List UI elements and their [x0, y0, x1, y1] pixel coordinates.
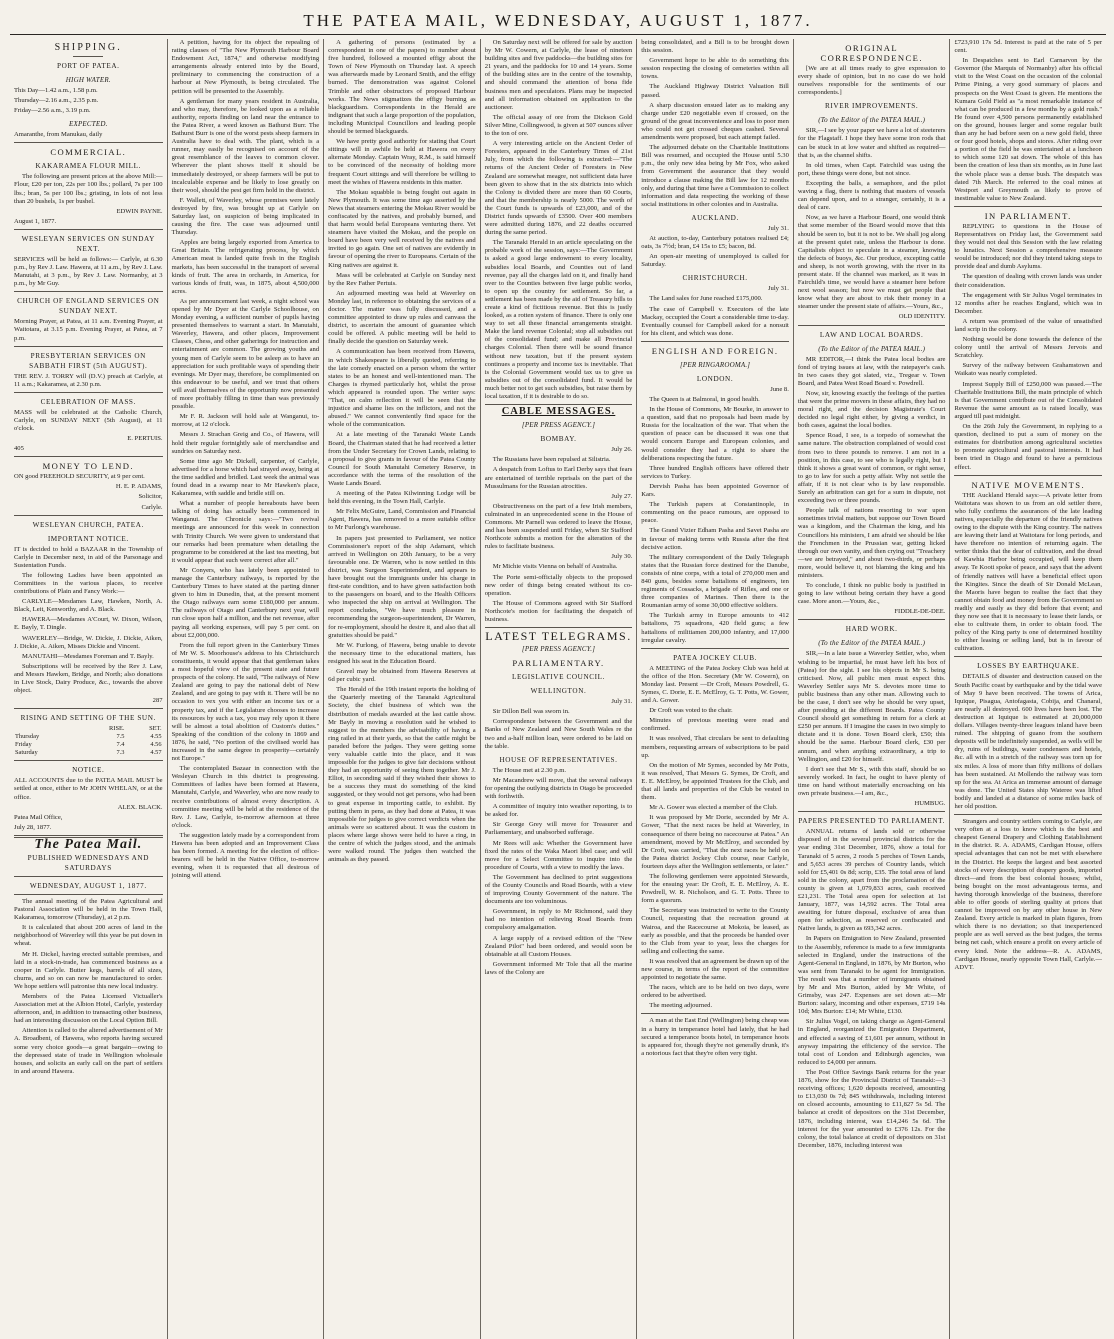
dateline-date: July 31. [767, 285, 789, 293]
paper-title: The Patea Mail. [34, 836, 143, 852]
advertisement-paragraph: Strangers and country settlers coming to Carlyle, are very often at a loss to know which is the best and cheapest General Drapery and Clothing Establishment in the district. R. A. ADAMS, Cardigan House, offers special advantages that can not be met with elsewhere in the District. He keeps the largest and best assorted stocks of every description of drapery goods, imported direct—and from the best colonial houses; whilst, being bought on the most advantageous terms, and having thorough knowledge of the business, therefore able to offer goods of sterling quality at prices that cannot be improved on by any other house in New Zealand. Every article is marked in plain figures, from which there is no deviation; so that inexperienced people are as well served as the best judges, the terms being net cash, which ensure a profit on every article of every kind. Note the address—R. A. ADAMS, Cardigan House, nearly opposite Town Hall, Carlyle.—ADVT. [954, 818, 1103, 971]
article-paragraph: Minutes of previous meeting were read and confirmed. [641, 717, 789, 733]
notice-text: HAWERA—Mesdames A'Court, W. Dixon, Wilson, E. Bayly, T. Dingle. [14, 616, 163, 632]
article-paragraph: being consolidated, and a Bill is to be brought down this session. [641, 39, 789, 55]
ringarooma-note: [PER RINGAROOMA.] [679, 360, 751, 369]
letter-signature: OLD IDENTITY. [898, 313, 946, 321]
article-paragraph: Some time ago Mr Dickell, carpenter, of Carlyle, advertised for a horse which had strayed away, being at the time saddled and bridled. Last week the animal was found dead in a swamp near to Mr Hawken's place, Kakaramea, with saddle and bridle still on. [171, 457, 320, 498]
notice-text: IT is decided to hold a BAZAAR in the Township of Carlyle in December next, in aid of the Parsonage and Sustentation Funds. [14, 545, 163, 569]
dateline-place: LONDON. [696, 374, 734, 383]
article-paragraph: The suggestion lately made by a correspondent from Hawera has been adopted and an Improvement Class has been formed. A meeting for the election of office-bearers will be held in the Native Office, to-morrow evening, when it is requested that all desirous of joining will attend. [171, 831, 320, 880]
article-paragraph: On the motion of Mr Symes, seconded by Mr Potts, it was resolved, That Messrs G. Symes, Dr Croft, and E. E. McElroy, be appointed Trustees for the Club, and that all lands and properties of the Club be vested in them. [641, 761, 789, 802]
parliamentary-heading: PARLIAMENTARY. [512, 658, 605, 669]
column-1 [10, 39, 167, 1339]
mass-heading: CELEBRATION OF MASS. [40, 397, 136, 406]
article-paragraph: The contemplated Bazaar in connection with the Wesleyan Church in this district is progressing. Committees of ladies have been formed at Hawera, Manutahi, Carlyle, and Waverley, who are now ready to receive contributions of almost every description. A committee meeting will be held at the residence of the Rev. J. Law, Carlyle, to-morrow afternoon at three o'clock. [171, 765, 320, 829]
article-paragraph: We have pretty good authority for stating that Court sittings will in awhile be held at Hawera on every alternate Monday. Captain Wray, R.M., is said himself to be convinced of the necessity of holding more frequent Court sittings and will therefore be willing to meet the wishes of Hawera residents in this matter. [328, 138, 476, 186]
masthead: THE PATEA MAIL, WEDNESDAY, AUGUST 1, 1877. [303, 11, 813, 30]
masthead-rule [10, 34, 1106, 35]
article-paragraph: The adjourned debate on the Charitable Institutions Bill was resumed, and occupied the House until 5.30 p.m., the only new idea being by Mr Fox, who asked from Government the assurance that they would introduce a clause making the Bill law for 12 months only, and during that time have a Commission to collect information and data respecting the working of these social institutions in other colonies and in Australia. [641, 144, 789, 208]
native-movements-heading: NATIVE MOVEMENTS. [971, 479, 1086, 490]
sun-table [14, 725, 163, 757]
column-2 [167, 39, 324, 1339]
article-paragraph: Messrs J. Strachan Greig and Co., of Hawera, will hold their regular fortnightly sale of merchandise and sundries on Saturday next. [171, 431, 320, 455]
article-paragraph: The Government has declined to print suggestions of the County Councils and Road Boards, with a view of improving County Government of the nature. The documents are too voluminous. [484, 873, 633, 906]
law-heading: LAW AND LOCAL BOARDS. [819, 330, 924, 339]
article-paragraph: The Porte semi-officially objects to the proposed new order of things being created without its co-operation. [484, 573, 633, 597]
article-paragraph: Imprest Supply Bill of £250,000 was passed.—The Charitable Institutions Bill, the main principle of which is that Government contribute out of the Consolidated Revenue the same amount as is raised locally, was argued till past midnight. [954, 380, 1103, 420]
dateline: WEDNESDAY, AUGUST 1, 1877. [29, 881, 147, 890]
article-paragraph: The question of dealing with crown lands was under their consideration. [954, 273, 1103, 289]
article-paragraph: A very interesting article on the Ancient Order of Foresters, appeared in the Canterbury Times of 21st July, from which the following is extracted:—"The returns of the Ancient Order of Foresters in New Zealand are somewhat meagre, not sufficient data have been given to show that in the six districts into which the Colony is divided there are more than 60 Courts, and that the membership is nearly 5000. The worth of the Court funds is upwards of £23,000, and of the District funds upwards of £3500. Over 400 members were admitted during 1876, and 22 deaths occurred during the same period. [484, 140, 633, 237]
money-heading: MONEY TO LEND. [42, 461, 134, 472]
article-paragraph: Obstructiveness on the part of a few Irish members, culminated in an unprecedented scene in the House of Commons. Mr Parnell was ordered to leave the House, and has been suspended until Friday, when Sir Stafford Northcote submits a motion for the alteration of the rules to facilitate business. [484, 502, 633, 551]
article-paragraph: The following gentlemen were appointed Stewards, for the ensuing year: Dr Croft, E. E. McElroy, A. E. Powdrell, W. R. Nicholson, and G. T. Potts. Three to form a quorum. [641, 872, 789, 905]
article-paragraph: A meeting of the Patea Kilwinning Lodge will be held this evening, in the Town Hall, Carlyle. [328, 490, 476, 506]
mass-signature: E. PERTUIS. [127, 435, 163, 443]
flour-mill-heading: KAKARAMEA FLOUR MILL. [35, 162, 141, 171]
dateline-place: WELLINGTON. [530, 687, 587, 696]
article-paragraph: The Turkish papers at Constantinople, in commenting on the peace rumours, are opposed to peace. [641, 501, 789, 525]
money-signature: H. E. P. ADAMS, [115, 483, 163, 491]
article-paragraph: A petition, having for its object the repealing of rating clauses of "The New Plymouth Harbour Board Endowment Act, 1874," and otherwise modifying arrangements already entered into by the Board, preliminary to commencing the construction of a harbour at New Plymouth, is being circulated. The petition will be presented to the Assembly. [171, 39, 320, 95]
cable-messages-heading: CABLE MESSAGES. [501, 406, 616, 418]
article-paragraph: The Queen is at Balmoral, in good health. [649, 396, 760, 403]
article-paragraph: A gentleman for many years resident in Australia, and who may, therefore, be looked upon as a reliable authority, reports finding on land near the entrance to the Patea River, a weed known as Bathurst Burr. The Bathurst Burr is one of the worst pests sheep farmers in Australia have to deal with. The plant, which is a runner, may easily be recognised on account of the great resemblance of the leaves to common clover. Wherever the plant shows itself it should be immediately destroyed, or sheep farmers will be put to incalculable expense and be likely to lose greatly on their wool, should the pest get firm hold in the district. [171, 97, 320, 194]
column-6 [793, 39, 950, 1339]
money-text: ON good FREEHOLD SECURITY, at 9 per cent. [14, 473, 145, 481]
article-paragraph: DETAILS of disaster and destruction caused on the South Pacific coast by earthquake and by the tidal wave of May 9 have been received. The towns of Arica, Iquique, Pisagua, Antofagasta, Cobija, and Chanaral, are nearly all destroyed. 600 lives have been lost. The destruction at Iquique is estimated at 20,000,000 dollars. Villages twenty-three leagues inland have been ruined. The shipping of guano from the southern deposits will be indefinitely suspended, as wells will be dry, ruins of buildings, water condensers and hotels, &c. all with in a stretch of the railway was torn up for six miles. A loss of more than fifty millions of dollars has been sustained. At Mollendo the railway was torn up for the sea. At Arica an immense amount of damage was done. The United States ship Wateree was lifted bodily and landed at a distance of some miles back of her old position. [954, 673, 1103, 810]
article-paragraph: The official assay of ore from the Dickson Gold Silver Mine, Collingwood, is given at 507 ounces silver to the ton of ore. [484, 113, 633, 138]
letter-paragraph: In old times, when Capt. Fairchild was using the port, these things were done, but not since. [797, 161, 946, 177]
article-paragraph: A large supply of a revised edition of the "New Zealand Pilot" had been ordered, and would soon be obtainable at all Custom Houses. [484, 934, 633, 958]
article-paragraph: Apples are being largely exported from America to Great Britain. The refrigerating process, by which American meat is landed quite fresh in the English markets, has been successful in the transport of several kinds of fruit. The area in orchards, in America, for various kinds of fruit, was, in 1875, about 4,500,000 acres. [171, 239, 320, 295]
article-paragraph: Mr Michie visits Vienna on behalf of Australia. [492, 563, 618, 571]
to-editor-line: (To the Editor of the PATEA MAIL.) [818, 639, 926, 648]
table-row: RISE. SET. [109, 725, 162, 733]
notice-text: The following Ladies have been appointed as Committees in the various places, to receive contributions of Plain and Fancy Work:— [14, 571, 163, 596]
hard-work-heading: HARD WORK. [845, 625, 898, 634]
letter-paragraph: To conclude, I think no public body is justified in going to law without being certain they have a good case. More anon.—Yours, &c., [797, 582, 946, 606]
article-paragraph: Mass will be celebrated at Carlyle on Sunday next by the Rev Father Pertuis. [328, 271, 476, 287]
article-paragraph: The annual meeting of the Patea Agricultural and Pastoral Association will be held in the Town Hall, Kakaramea, tomorrow (Thursday), at 2 p.m. [14, 897, 163, 922]
dateline-date: July 31. [611, 698, 633, 706]
to-editor-line: (To the Editor of the PATEA MAIL.) [818, 344, 926, 353]
article-paragraph: Gravel may be obtained from Hawera Reserves at 6d per cubic yard. [328, 668, 476, 684]
letter-signature: HUMBUG. [914, 800, 946, 808]
column-4 [480, 39, 637, 1339]
article-paragraph: The races, which are to be held on two days, were ordered to be advertised. [641, 984, 789, 1000]
wesleyan-church-heading: WESLEYAN CHURCH, PATEA. [32, 520, 144, 529]
commercial-heading: COMMERCIAL. [50, 147, 127, 158]
latest-telegrams-heading: LATEST TELEGRAMS. [485, 629, 632, 644]
article-paragraph: The Mokau squabble is being fought out again in New Plymouth. It was some time ago asserted by the News that steamers entering the Mokau River would be confiscated by the natives, and probably burned, and that harm would befal Europeans venturing there. Yet steamers have visited the Mokau, and the people on board have been very well received by the natives and invited to go again. One set of natives are evidently in favour of opening the river to Europeans. Certain of the King natives are against it. [328, 188, 476, 269]
article-paragraph: Mr F. R. Jackson will hold sale at Wanganui, to-morrow, at 12 o'clock. [171, 413, 320, 429]
article-paragraph: From the full report given in the Canterbury Times of Mr W. S. Moorhouse's address to his Christchurch constituents, it would appear that that gentleman takes a most hopeful view of the present state and future prospects of the colony. He said, "The railways of New Zealand are going to pay the national debt of New Zealand, and are going to pay with it. There will be no occasion to vex you with either an income tax or a property tax, and if the Legislature chooses to increase its resources by such a tax, you may rely upon it there will be almost a total abolition of Custom's duties." Speaking of the condition of the colony in 1869 and 1876, he said, "No portion of the civilised world has increased in the same degree in prosperity—certainly not Europe." [171, 641, 320, 763]
flour-signature: EDWIN PAYNE. [116, 207, 163, 215]
notice2-text: ALL ACCOUNTS due to the PATEA MAIL MUST be settled at once, either to Mr JOHN WHELAN, or at the office. [14, 777, 163, 801]
flour-date: August 1, 1877. [14, 217, 57, 225]
letter-paragraph: Spence Road, I see, is a torpedo of somewhat the same nature. The obstruction complained of would cost from two to three pounds to remove. I am not in a position, in this case, to see who is legally right, but I think it shows a great want of common, or right sense, to go to law for such a petty affair. Why not settle the affair, if it is not clear who is by law responsible. Surely an arbitration can get for a sum in dispute, not exceeding two or three pounds. [797, 432, 946, 505]
notice-text: Subscriptions will be received by the Rev J. Law, and Messrs Hawken, Bridge, and North; also donations in Live Stock, Dairy Produce, &c., towards the above object. [14, 662, 163, 695]
notice2-heading: NOTICE. [72, 766, 105, 775]
to-editor-line: (To the Editor of the PATEA MAIL.) [818, 116, 926, 125]
article-paragraph: The Land sales for June reached £175,000. [649, 295, 763, 303]
jockey-club-heading: PATEA JOCKEY CLUB. [673, 653, 758, 662]
article-paragraph: The Secretary was instructed to write to the County Council, requesting that the recreation ground at Wairoa, and the Racecourse at Mokoia, be leased, as early as possible, and that the proceeds be handed over to the Club from year to year, less the charges for selling and collecting the same. [641, 907, 789, 955]
article-paragraph: Mr Macandrew will move, that the several railways for opening the outlying districts in Otago be proceeded with forthwith. [484, 776, 633, 801]
papers-heading: PAPERS PRESENTED TO PARLIAMENT. [798, 817, 945, 826]
presbyterian-text: THE REV. J. TORRY will (D.V.) preach at Carlyle, at 11 a.m.; Kakaramea, at 2.30 p.m. [14, 372, 163, 388]
column-5 [636, 39, 793, 1339]
article-paragraph: The military correspondent of the Daily Telegraph states that the Russian force destined for the Danube, consists of nine corps, with a total of 270,000 men and 840 guns, besides some battalions of engineers, ten regiments of Cossacks, a brigade of Rifles, and one or three companies of Marines. Then there is the Roumanian army of some 30,000 effective soldiers. [641, 553, 789, 610]
article-paragraph: Three hundred English officers have offered their services to Turkey. [641, 464, 789, 480]
article-paragraph: ANNUAL returns of lands sold or otherwise disposed of in the several provincial districts for the year ending 31st December, 1876, show a total for Taranaki of 5 acres, 2 roods 5 perches of Town Lands, and 5,653 acres 39 perches of Country lands, which sold for £5,401 0s 8d; scrip, £35. The total area of land sold in the colony, apart from the proclamation of the county is given at 1,079,833 acres, cash received £21,231. The Total area open for selection at 1st January, 1877, was 14,592 acres. The Total area awaiting for future disposal, exclusive of area than open for selection, as reserved or confiscated and Native lands, is given as 693,342 acres. [797, 828, 946, 933]
article-paragraph: Members of the Patea Licensed Victualler's Association met at the Albion Hotel, Carlyle, yesterday afternoon, and, in addition to transacting other business, had an interesting discussion on the Local Option Bill. [14, 993, 163, 1025]
article-paragraph: A MEETING of the Patea Jockey Club was held at the office of the Hon. Secretary (Mr W. Cowern), on Monday last. Present —Dr Croft, Messrs Powdrell, G. Symes, C. Dorie, E. E. McElroy, G. T. Potts, W. Gower, and A. Gower. [641, 664, 789, 705]
mass-number: 405 [14, 445, 24, 453]
dateline-date: July 31. [767, 224, 789, 232]
mass-text: MASS will be celebrated at the Catholic Church, Carlyle, on SUNDAY NEXT (5th August), at 11 o'clock. [14, 408, 163, 432]
letter-paragraph: Now, as we have a Harbour Board, one would think that some member of the Board would move that this should be seen to, but it is not to be. We shall jog along at the present quiet rate, unless the Harbour is done. Capitalists object to speculate in a steamer, knowing the defects of buoys, &c. Our produce, excepting cattle and sheep, is not worth growing, with the river in its present state. If the channel was marked, as it was in Fairchild's time, we would have a steamer here before next wool season; but now we must get people that know what they are about to risk their money in a steamer under the present state of affairs.—Yours, &c., [797, 214, 946, 311]
article-paragraph: The engagement with Sir Julius Vogel terminates in 12 months after he reaches England, which was in December. [954, 291, 1103, 315]
columns [10, 39, 1106, 1339]
article-paragraph: A communication has been received from Hawera, in which Shakespeare is liberally quoted, referring to the late comedy enacted on a person whom the writer states to be an honest and well-intentioned man. The Charges is rhymed particularly hot, whilst the prose which appeared is rounded upon. The writer says: "That, on calm reflection it will be seen that the injustice and shame lies on the inflictors, and not the abused." We cannot conveniently find space for the whole of the communication. [328, 348, 476, 429]
article-paragraph: Mr Conyers, who has lately been appointed to manage the Canterbury railways, is reported by the Canterbury Times to have stated at the parting dinner given to him in Dunedin, that, at the present moment the Otago railways earn some £180,000 per annum. The railways of Otago and Canterbury next year, will run close upon half a million, and the net revenue, after paying all working expenses, will pay 5 per cent. on about £2,000,000. [171, 566, 320, 639]
article-paragraph: An open-air meeting of unemployed is called for Saturday. [641, 253, 789, 269]
article-paragraph: The House of Commons agreed with Sir Stafford Northcote's motion for facilitating the despatch of business. [484, 599, 633, 623]
article-paragraph: The Taranaki Herald in an article speculating on the probable work of the session, says:—The Government is asked a good large endowment to every locality, subsidies local Boards, and Counties out of land revenue, pay all the charges laid on it, and finally hand over to the Counties between five large public works, to open up the country for settlement. So far, a settlement has been made by the aid of Treasury bills to create a kind of fictitious revenue. But this is justly looked, as a rotten system of finance. There is only one way to set all these financial arrangements straight. Make the land revenue Colonial; stop all subsidies out of the consolidated fund; and make all Provincial charges Colonial. Then there will be sound finance without new taxation, but if the present system continues a property and income tax is inevitable. That is the Colonial Government would tax us to give us subsidies out of the consolidated fund. It would be much better not to get such subsidies, but raise them by local taxation, if it is desirable to do so. [484, 239, 633, 401]
article-paragraph: In papers just presented to Parliament, we notice Commissioner's report of the ship Adamant, which arrived in Wellington on 20th January, to be a very favourable one. Dr Warren, who is now settled in this district, was Surgeon Superintendent, and appears to have brought out the immigrants under his charge in first-rate condition, and to have given satisfaction both to the passengers on board, and to the Health Officers who inspected the ship on arrival at Wellington. The report concludes, "We have much pleasure in recommending the surgeon-superintendent, Dr Warren, for re-employment, should he desire it, and also that all gratuities should be paid." [328, 534, 476, 639]
article-paragraph: Correspondence between the Government and the Banks of New Zealand and New South Wales re the two and a-half million loan, were ordered to be laid on the table. [484, 718, 633, 750]
wesleyan-heading: WESLEYAN SERVICES ON SUNDAY NEXT. [21, 234, 155, 253]
notice2-place: Patea Mail Office, [14, 813, 63, 821]
dateline-date: July 27. [611, 492, 633, 500]
river-heading: RIVER IMPROVEMENTS. [825, 102, 919, 111]
high-water-line: Friday—2.56 a.m., 3.19 p.m. [14, 107, 91, 115]
article-paragraph: Nothing would be done towards the defence of the colony until the arrival of Messrs Jervois and Scratchley. [954, 336, 1103, 360]
article-paragraph: Mr Rees will ask: Whether the Government have fixed the rates of the Waka Maori libel case; and will move for a Select Committee to inquire into the procedure of Courts, with a view to modify the laws. [484, 839, 633, 871]
dateline-place: AUCKLAND. [691, 213, 739, 222]
notice2-date: July 28, 1877. [14, 823, 52, 831]
article-paragraph: REPLYING to questions in the House of Representatives on Friday last, the Government said they would not deal this Session with the law relating to lunatics. Next Session a comprehensive measure would be introduced; nor did they intend taking steps to provide deaf and dumb Asylums. [954, 222, 1103, 271]
notice-text: CARLYLE—Mesdames Law, Hawken, North, A. Black, Leit, Kenworthy, and A. Black. [14, 598, 163, 614]
editorial-note: [We are at all times ready to give expression to every shade of opinion, but in no case do we hold ourselves responsible for the sentiments of our correspondents.] [797, 65, 946, 97]
correspondence-heading: ORIGINAL CORRESPONDENCE. [820, 43, 923, 63]
notice-number: 287 [152, 697, 163, 705]
article-paragraph: A committee of inquiry into weather reporting, is to be asked for. [484, 803, 633, 819]
article-paragraph: Mr A. Gower was elected a member of the Club. [649, 804, 778, 812]
notice2-signature: ALEX. BLACK. [117, 803, 163, 811]
sun-heading: RISING AND SETTING OF THE SUN. [20, 714, 156, 723]
dateline-date: July 26. [611, 446, 633, 454]
article-paragraph: In the House of Commons, Mr Bourke, in answer to a question, said that no proposals had been made by Russia for the localization of the war. That when the question of peace can be discussed it was one that would concern Europe and European colonies, and would consider they had a right to share the deliberations respecting the future. [641, 406, 789, 462]
letter-paragraph: I don't see that Mr S., with this staff, should be so severely worked. In fact, he ought to have plenty of time on hand without materially encroaching on his own private business.—I am, &c., [797, 765, 946, 798]
flour-prices: The following are present prices at the above Mill:—Flour, £20 per ton, 22s per 100 lbs.; pollard, 7s per 100 lbs.; bran, 5s per 100 lbs.; gristing, in lots of not less than 20 bushels, 1s per bushel. [14, 173, 163, 205]
dateline-date: July 30. [611, 553, 633, 561]
article-paragraph: As per announcement last week, a night school was opened by Mr Dyer at the Carlyle Schoolhouse, on Monday evening, a sufficient number of pupils having presented themselves to warrant a start. In Manutahi, Waverley, Hawera, and other places, Improvement Classes, Chess, and other gatherings for instruction and entertainment are common. The growing youths and young men of Carlyle seem to be asleep as to have an appreciation for such profitable ways of spending their evenings. Mr Dyer may, therefore, be complimented on this endeavour to be useful, and we trust that others will avail themselves of the opportunity now presented of more profitably filling in time than was previously possible. [171, 297, 320, 411]
article-paragraph: The Turkish army in Europe amounts to 412 battalions, 75 squadrons, 420 field guns; a few hattalions of militiamen 200,000 infantry, and 17,000 irregular cavalry. [641, 612, 789, 644]
article-paragraph: Attention is called to the altered advertisement of Mr A. Broadbent, of Hawera, who reports having secured some very choice goods—a great bargain—owing to the depressed state of trade in Wellington wholesale houses, and solicits an early call on the part of settlers in and around Hawera. [14, 1027, 163, 1075]
church-text: Morning Prayer, at Patea, at 11 a.m. Evening Prayer, at Waitotara, at 3.15 p.m. Evening Prayer, at Patea, at 7 p.m. [14, 318, 163, 342]
notice-text: MANUTAHI—Mesdames Foreman and T. Bayly. [22, 652, 154, 660]
article-paragraph: It is calculated that about 200 acres of land in the neighborhood of Waverley will this year be put down in wheat. [14, 924, 163, 948]
article-paragraph: F. Wallett, of Waverley, whose premises were lately destroyed by fire, was brought up at Carlyle on Saturday last, on suspicion of being implicated in causing the fire. The case was adjourned until Thursday. [171, 196, 320, 237]
article-paragraph: The Auckland Highway District Valuation Bill passed. [641, 83, 789, 99]
article-paragraph: Sir Julius Vogel, on taking charge as Agent-General in England, reorganized the Emigration Department, and effected a saving of £1,601 per annum, without in anyway impairing the efficiency of the service. The total cost of London and Edinburgh agencies, was reduced to £4,000 per annum. [797, 1018, 946, 1066]
article-paragraph: At a late meeting of the Taranaki Waste Lands Board, the Chairman stated that he had received a letter from the Under Secretary for Crown Lands, relating to a proposal to give grants in favour of the Patea County Council for South Manutahi Cemetery Reserve, in accordance with the terms of the resolution of the Waste Lands Board. [328, 431, 476, 487]
table-row: Thursday 7.5 4.55 [15, 733, 162, 741]
article-paragraph: It was resolved that an agreement be drawn up of the new course, in terms of the report of the committee appointed to negotiate the same. [641, 957, 789, 982]
article-paragraph: Dr Croft was voted to the chair. [649, 707, 733, 715]
table-row: Saturday 7.3 4.57 [15, 749, 162, 757]
column-7 [949, 39, 1106, 1339]
high-water-line: This Day—1.42 a.m., 1.58 p.m. [14, 87, 98, 94]
article-paragraph: The Post Office Savings Bank returns for the year 1876, show for the Provincial District of Taranaki:—3 receiving offices; 1,620 deposits received, amounting to £13,030 0s 7d; 845 withdrawals, including interest on closed accounts, amounting to £11,827 5s 5d. The balance at credit of depositors on the 31st December, 1876, including interest, was £14,246 5s 6d. The interest for the year amounted to £376 12s. For the colony, the total balance at credit of depositors on 31st December, 1876, including interest was [797, 1068, 946, 1149]
church-heading: CHURCH OF ENGLAND SERVICES ON SUNDAY NEXT. [17, 297, 160, 316]
article-paragraph: Sir Dillon Bell was sworn in. [492, 708, 570, 716]
article-paragraph: Mr H. Dickel, having erected suitable premises, and laid in a stock-in-trade, has commenced business as a cooper in Carlyle. Butter kegs, barrels of all sizes, churns, and so on can now be manufactured to order. We hope settlers will patronise this new local industry. [14, 950, 163, 990]
column-3 [323, 39, 480, 1339]
article-paragraph: Dervish Pasha has been appointed Governor of Kars. [641, 482, 789, 499]
expected-heading: EXPECTED. [69, 120, 108, 129]
port-heading: PORT OF PATEA. [57, 62, 120, 70]
article-paragraph: A gathering of persons (estimated by a correspondent in one of the papers) to number about five hundred, followed a mounted effigy about the Town of New Plymouth on Thursday last. A speech was afterwards made by Leonard Smith, and the effigy burned. The demonstration was against Colonel Trimble and other obstructors of proposed Harbour works. The News stigmatizes the effigy burning as blackguardism. Correspondents in the Herald are indignant that such a large proportion of the population, including Municipal Councillors and leading people should be termed blackguards. [328, 39, 476, 136]
article-paragraph: What a number of people hereabouts have been talking of doing has actually been commenced in Wanganui. The Chronicle says:—"Two revival meetings are announced for this week in connection with Trinity Church. We were given to understand that our remarks had been premature when detailing the programme to be considered at the last tea meeting, but it would appear that such were correct after all." [171, 500, 320, 564]
article-paragraph: Sir George Grey will move for Treasurer and Parliamentary, and unabsorbed sufferage. [484, 821, 633, 837]
article-paragraph: A despatch from Loftus to Earl Derby says that fears are entertained of terrible reprisals on the part of the Mussulmans for the Russian atrocities. [484, 466, 633, 490]
expected-line: Amaranthe, from Manukau, daily [14, 131, 103, 139]
shipping-heading: SHIPPING. [54, 42, 122, 53]
english-foreign-heading: ENGLISH AND FOREIGN. [651, 345, 779, 356]
article-paragraph: Mr W. Furlong, of Hawera, being unable to devote the necessary time to the educational matters, has resigned his seat in the Education Board. [328, 641, 476, 665]
article-paragraph: A return was promised of the value of unsatisfied land scrip in the colony. [954, 317, 1103, 333]
letter-paragraph: SIR,—I see by your paper we have a lot of steeterers for the Flagstaff. I hope they have some iron rods that can be stuck in at low water and shifted as required—that is, as the channel shifts. [797, 127, 946, 159]
article-paragraph: In Papers on Emigration to New Zealand, presented to the Assembly, reference is made to a few immigrants selected in England, under the instructions of the Agent-General in England, in 1876, by Mr Burton, who was sent from Taranaki to be agent for Immigration. The result was that a number of immigrants obtained by Mr and Mrs Burton, aided by Mr White, of Grimsby, was 247. Expenses are set down at:—Mr Burton: salary, incoming and other expenses, £719 14s 10d; Mrs Burton: £14; Mr White, £130. [797, 935, 946, 1016]
letter-paragraph: MR EDITOR,—I think the Patea local bodies are fond of trying issues at law, with the ratepayer's cash. In two cases they got slated, viz., Tregear v. Town Board, and Patea West Road Board v. Powdrell. [797, 355, 946, 387]
earthquake-heading: LOSSES BY EARTHQUAKE. [977, 662, 1080, 671]
letter-paragraph: People talk of nations resorting to war upon sometimes trivial matters, but suppose our Town Board was a kingdom, and the Chairman the king, and his Councillors his ministers, I am afraid we should be like the Frenchmen in the Prussian war, getting licked through our own vanity, and then crying out "Treachery—we are betrayed," and about two-thirds, or perhaps more, would believe it, not blaming the king and his ministers. [797, 507, 946, 579]
published-line: PUBLISHED WEDNESDAYS AND SATURDAYS [27, 853, 149, 872]
dateline-date: June 8. [770, 385, 789, 393]
house-heading: HOUSE OF REPRESENTATIVES. [499, 755, 618, 764]
article-paragraph: Government informed Mr Tole that all the marine laws of the Colony are [484, 960, 633, 976]
article-paragraph: In Despatches sent to Earl Carnarvon by the Governor (the Marquis of Normanby) after his official visit to the West Coast on the occasion of the colonial Prime Pining, a very good summary of places and prospects on the West Coast is given. He mentions the Kumara Gold Field as "a most remarkable instance of what can be produced in a few months by a gold rush." He found over 4,500 persons permanently established on the ground, houses larger and some regular built than any he had before seen on a new gold field, three or four good hotels, shops and stores. After riding over a portion of the field he was entertained at a luncheon to which some 120 sat down. The whole of this has been the creation of less than six months, as in June last the whole place was a dense bush. The despatch was dated 7th March. He referred to the coal mines at Westport and Greymouth as likely to prove of inestimable value to New Zealand. [954, 57, 1103, 202]
high-water-line: Thursday—2.16 a.m., 2.35 p.m. [14, 97, 99, 105]
letter-paragraph: Excepting the balls, a semaphore, and the pilot waving a flag, there is nothing that masters of vessels can depend upon, and to a stranger, certainly, it is a deal of care. [797, 179, 946, 212]
article-paragraph: Government, in reply to Mr Richmond, said they had no intention of relieving Road Boards from compulsory amalgamation. [484, 908, 633, 932]
high-water-heading: HIGH WATER. [65, 76, 111, 84]
article-paragraph: An adjourned meeting was held at Waverley on Monday last, in reference to obtaining the services of a doctor. The matter was fully discussed, and a committee appointed to draw up rules and canvass the district, to ascertain the amount of guarantee which could be offered. A public meeting will be held to finally decide the question on Saturday week. [328, 289, 476, 346]
parliament-heading: IN PARLIAMENT. [984, 210, 1072, 221]
article-paragraph: It was proposed by Mr Dorie, seconded by Mr A. Gower, "That the next races be held at Waverley, in consequence of there being no racecourse at Patea." An amendment, moved by Mr McElroy, and seconded by Dr Croft, was carried, "That the next races be held on the Patea district Jockey Club course, near Carlyle, fourteen days after the Wellington settlements, or later." [641, 814, 789, 870]
article-paragraph: Survey of the railway between Grahamstown and Waikato was nearly completed. [954, 362, 1103, 378]
press-agency-note: [PER PRESS AGENCY.] [521, 421, 596, 430]
article-paragraph: THE Auckland Herald says:—A private letter from Waitotara was shown to us from an old settler there, who fully confirms the assurances of the late leading natives, especially the departure of the friendly natives owing to the dispute with the King country. The natives are leaving their land at Waitotara for long periods, and have therefore no intention of returning again. The writer thinks that the dear of cultivation, and the dread of Kawhia Harbor being occupied, will keep them away. Te Kooti spoke of peace, and says that the advent of friendly natives will have a beneficial effect upon the Kingites. Since the death of Sir Donald McLean, the Maoris have begun to realise the fact that they cannot obtain food and money from the Government so readily and easily as they did before that event; and they now see that it is necessary to lease their lands, or else to cultivate them, in order to obtain food. The policy of the King party is one of determined hostility to either leasing or selling land, but is in favour of cultivation. [954, 491, 1103, 653]
article-paragraph: The case of Campbell v. Executors of the late Mackay, occupied the Court a considerable time to-day. Eventually counsel for Campbell asked for a nonsuit for his client, and which was done. [641, 305, 789, 337]
article-paragraph: On the 26th July the Government, in replying to a question, declined to put a sum of money on the estimates for distribution among agricultural societies to promote agricultural and pastoral interests. It had been tried in Otago and found to have a pernicious effect. [954, 423, 1103, 471]
article-paragraph: Mr Felix McGuire, Land, Commission and Financial Agent, Hawera, has removed to a more suitable office to Mr Furlong's warehouse. [328, 508, 476, 532]
article-paragraph: The meeting adjourned. [649, 1002, 713, 1010]
article-paragraph: The Herald of the 19th instant reports the holding of the Quarterly meeting of the Taranaki Agricultural Society, the chief business of which was the distribution of medals awarded at the last cattle show. Mr Bayly in moving a resolution said he wished to suggest to the members the advisability of having a ring railed in at their yards, so that the cattle might be paraded before the judges. They were getting some very valuable cattle into the place, and it was impossible for the judges to give fair decisions without they had an opportunity of seeing them together. Mr J. Elliot, in seconding said if they wished their shows to be a success they must do something of the kind suggested, or they would not get persons, who had been to great expense in importing cattle, to exhibit. By putting them in pens, as they had done at Patea, it was impossible for judges to give correct verdicts when the animals were so scattered about. It was the custom in places where large shows were held to have a ring, in the centre of which the judges stood, and the animals were walked round. The judges then watched the animals as they passed. [328, 686, 476, 864]
article-paragraph: It was resolved, That circulars be sent to defaulting members, requesting arrears of subscriptions to be paid up. [641, 735, 789, 759]
money-place: Carlyle. [141, 503, 163, 511]
legislative-council-heading: LEGISLATIVE COUNCIL. [511, 673, 606, 682]
article-paragraph: A sharp discussion ensued later as to making any charge under £20 negotiable even if crossed, on the ground of the great inconvenience and loss to poor men who could not get crossed cheques cashed. Several amendments were proposed, but each attempt failed. [641, 101, 789, 142]
article-paragraph: At auction, to-day, Canterbury potatoes realised £4; oats, 3s 7½d; bran, £4 15s to £5; bacon, 8d. [641, 234, 789, 251]
letter-paragraph: Now, sir, knowing exactly the feelings of the parties that were the prime movers in these affairs, they had no moral right, and the decision Magistrate's Court decided no legal right either, by giving a verdict, in both cases, against the local bodies. [797, 389, 946, 430]
dateline-place: CHRISTCHURCH. [682, 274, 748, 283]
letter-signature: FIDDLE-DE-DEE. [894, 608, 946, 616]
table-row: Friday 7.4 4.56 [15, 741, 162, 749]
article-paragraph: The Grand Vizier Edham Pasha and Savet Pasha are in favour of making terms with Russia after the first decisive action. [641, 527, 789, 551]
article-paragraph: On Saturday next will be offered for sale by auction by Mr W. Cowern, at Carlyle, the lease of nineteen building sites and five paddocks—the building sites for 21 years, and the paddocks for 10 and 14 years. Some of the building sites are in the centre of the township, and should command the attention of bona fide business men and speculators. Plans may be inspected and all information obtained on application to the auctioneer. [484, 39, 633, 111]
article-paragraph: £723,910 17s 5d. Interest is paid at the rate of 5 per cent. [954, 39, 1103, 55]
money-role: Solicitor, [138, 493, 163, 501]
letter-paragraph: SIR,—In a late issue a Waverley Settler, who, when wishing to be impartial, he must have left his box of (Patea) for the sight. I see his objects in Mr S. being criticised. Now, all public men must expect this. Waverley Settler says Mr S. devotes more time to public business than any other man. Allowing such to be the case, I don't see why he should be very upset, after presiding at the different Boards. Patea County Council should get something in return for a clerk at £250 per annum. If I imagine the cases in two simply to dictate and it is done. Town Board clerk, £50; this should be the same. Harbour Board clerk, £30 per annum, and when anything extraordinary, a trip to Wellington, and £20 for himself. [797, 650, 946, 763]
article-paragraph: Government hope to be able to do something this session respecting the closing of cemeteries within all towns. [641, 57, 789, 81]
article-paragraph: The Russians have been repulsed at Silistria. [492, 456, 611, 464]
article-paragraph: The House met at 2.30 p.m. [492, 766, 566, 774]
notice-text: WAVERLEY—Bridge, W. Dickie, J. Dickie, Aiken, J. Dickie, A. Aiken, Misses Dickie and Vincent. [14, 634, 163, 650]
dateline-place: BOMBAY. [540, 435, 577, 444]
wesleyan-text: SERVICES will be held as follows:— Carlyle, at 6.30 p.m., by Rev J. Law. Hawera, at 11 a.m., by Rev J. Law. Manutahi, at 3 p.m., by Rev J. Law. Normanby, at 3 p.m., by Mr Guy. [14, 255, 163, 288]
important-notice-heading: IMPORTANT NOTICE. [47, 534, 129, 543]
presbyterian-heading: PRESBYTERIAN SERVICES ON SABBATH FIRST (5th AUGUST). [29, 351, 148, 370]
article-paragraph: A man at the East End (Wellington) being cheap was in a hurry in temperance hotel had lately, that he had secured a temperance boots hotel, in temperance hoots is appeared for, though they're not generally drunk, it's a notorious fact that they're often very tight. [641, 1017, 789, 1057]
press-agency-note: [PER PRESS AGENCY.] [521, 645, 596, 654]
